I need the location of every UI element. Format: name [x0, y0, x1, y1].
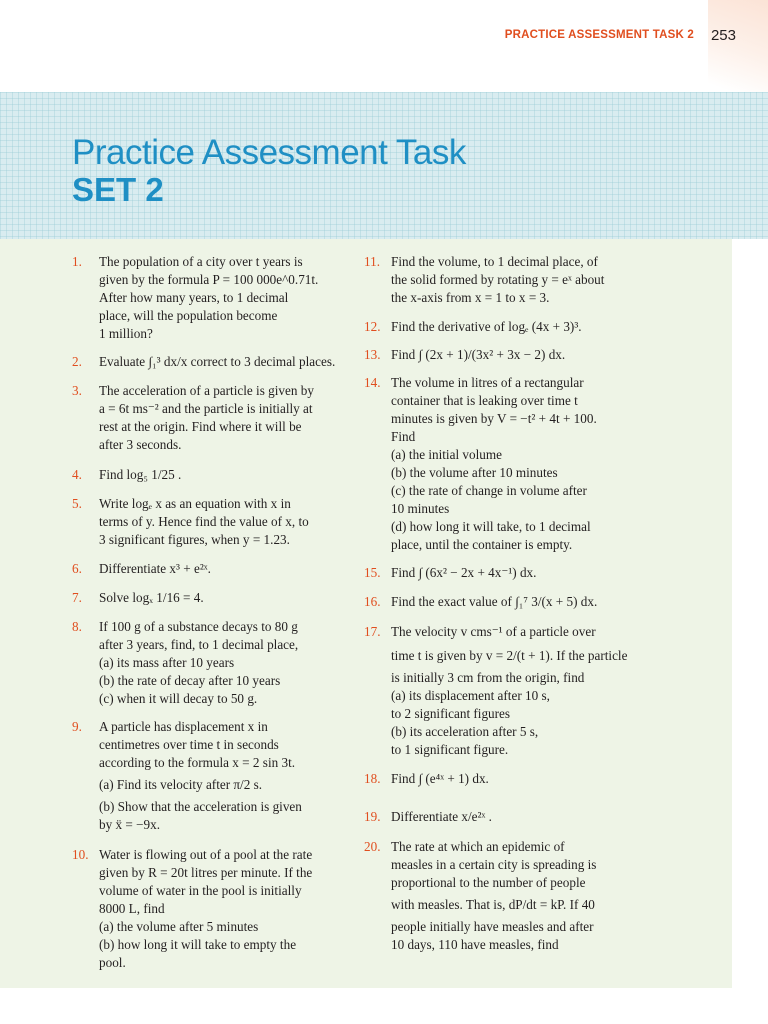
question-line: (b) the rate of decay after 10 years — [99, 673, 281, 688]
question-number: 13. — [364, 347, 381, 362]
question-number: 5. — [72, 496, 82, 511]
question-line: The acceleration of a particle is given by — [99, 383, 314, 398]
question-number: 16. — [364, 594, 381, 609]
question-number: 14. — [364, 375, 381, 390]
question-line: (c) the rate of change in volume after — [391, 483, 587, 498]
question-text — [391, 374, 628, 554]
question-5 — [72, 495, 357, 549]
question-text — [391, 318, 628, 336]
running-head-title: PRACTICE ASSESSMENT TASK 2 — [504, 29, 694, 41]
question-text — [99, 353, 357, 371]
question-text — [99, 846, 357, 972]
question-line: (a) its displacement after 10 s, — [391, 688, 550, 703]
question-line: (d) how long it will take, to 1 decimal — [391, 519, 591, 534]
question-line: given by the formula P = 100 000e^0.71t. — [99, 272, 319, 287]
question-18 — [364, 770, 628, 788]
question-19 — [364, 808, 628, 826]
question-text — [99, 382, 357, 454]
question-1 — [72, 253, 357, 343]
question-line: minutes is given by V = −t² + 4t + 100. — [391, 411, 597, 426]
question-3 — [72, 382, 357, 454]
question-number: 3. — [72, 383, 82, 398]
question-line: (c) when it will decay to 50 g. — [99, 691, 258, 706]
question-15 — [364, 564, 628, 582]
question-8 — [72, 618, 357, 708]
question-11 — [364, 253, 628, 307]
question-16 — [364, 593, 628, 611]
question-line: (a) its mass after 10 years — [99, 655, 235, 670]
question-number: 4. — [72, 467, 82, 482]
question-line: 10 minutes — [391, 501, 450, 516]
question-text — [99, 253, 357, 343]
question-text — [391, 346, 628, 364]
question-text — [391, 564, 628, 582]
question-line: 3 significant figures, when y = 1.23. — [99, 532, 290, 547]
question-line: place, until the container is empty. — [391, 537, 573, 552]
question-line: a = 6t ms⁻² and the particle is initially at — [99, 401, 313, 416]
question-line: after 3 years, find, to 1 decimal place, — [99, 637, 299, 652]
question-line: The volume in litres of a rectangular — [391, 375, 584, 390]
question-17 — [364, 623, 628, 759]
question-line: (a) the initial volume — [391, 447, 502, 462]
question-number: 2. — [72, 354, 82, 369]
question-number: 8. — [72, 619, 82, 634]
question-line: according to the formula x = 2 sin 3t. — [99, 755, 296, 770]
question-text — [99, 618, 357, 708]
question-line: the solid formed by rotating y = eˣ about — [391, 272, 605, 287]
question-line: 8000 L, find — [99, 901, 165, 916]
question-line: time t is given by v = 2/(t + 1). If the particle — [391, 648, 628, 663]
question-line: (a) Find its velocity after π/2 s. — [99, 777, 263, 792]
page-title: Practice Assessment Task — [72, 133, 466, 172]
question-number: 18. — [364, 771, 381, 786]
question-line: 1 million? — [99, 326, 153, 341]
question-text — [391, 808, 628, 826]
question-2 — [72, 353, 357, 371]
question-number: 6. — [72, 561, 82, 576]
page-subtitle: SET 2 — [72, 171, 164, 208]
question-line: volume of water in the pool is initially — [99, 883, 302, 898]
question-line: Find the derivative of logₑ (4x + 3)³. — [391, 319, 582, 334]
question-line: 10 days, 110 have measles, find — [391, 937, 559, 952]
question-text — [391, 623, 628, 759]
question-line: place, will the population become — [99, 308, 278, 323]
question-12 — [364, 318, 628, 336]
question-line: the x-axis from x = 1 to x = 3. — [391, 290, 550, 305]
question-line: container that is leaking over time t — [391, 393, 578, 408]
question-text — [391, 838, 628, 954]
question-6 — [72, 560, 357, 578]
question-line: If 100 g of a substance decays to 80 g — [99, 619, 298, 634]
question-number: 9. — [72, 719, 82, 734]
question-line: Differentiate x/e²ˣ . — [391, 809, 492, 824]
question-line: Write logₑ x as an equation with x in — [99, 496, 291, 511]
question-line: Find the exact value of ∫₁⁷ 3/(x + 5) dx. — [391, 594, 598, 609]
question-line: After how many years, to 1 decimal — [99, 290, 289, 305]
question-line: terms of y. Hence find the value of x, to — [99, 514, 309, 529]
question-10 — [72, 846, 357, 972]
question-line: Evaluate ∫₁³ dx/x correct to 3 decimal places. — [99, 354, 336, 369]
question-text — [391, 593, 628, 611]
question-line: Find — [391, 429, 416, 444]
question-line: centimetres over time t in seconds — [99, 737, 279, 752]
question-line: Find the volume, to 1 decimal place, of — [391, 254, 598, 269]
question-line: Find ∫ (e⁴ˣ + 1) dx. — [391, 771, 489, 786]
question-line: Solve logₓ 1/16 = 4. — [99, 590, 204, 605]
question-text — [391, 770, 628, 788]
question-14 — [364, 374, 628, 554]
question-13 — [364, 346, 628, 364]
question-number: 15. — [364, 565, 381, 580]
question-line: proportional to the number of people — [391, 875, 586, 890]
question-4 — [72, 466, 357, 484]
question-text — [99, 718, 357, 834]
question-7 — [72, 589, 357, 607]
question-line: (b) the volume after 10 minutes — [391, 465, 558, 480]
question-number: 1. — [72, 254, 82, 269]
question-line: rest at the origin. Find where it will be — [99, 419, 302, 434]
question-line: Differentiate x³ + e²ˣ. — [99, 561, 211, 576]
question-line: Find ∫ (6x² − 2x + 4x⁻¹) dx. — [391, 565, 537, 580]
question-text — [99, 466, 357, 484]
question-line: by ẍ = −9x. — [99, 817, 161, 832]
question-line: is initially 3 cm from the origin, find — [391, 670, 585, 685]
question-20 — [364, 838, 628, 954]
question-line: The rate at which an epidemic of — [391, 839, 565, 854]
question-line: (b) how long it will take to empty the — [99, 937, 297, 952]
question-number: 12. — [364, 319, 381, 334]
question-number: 7. — [72, 590, 82, 605]
question-number: 10. — [72, 847, 89, 862]
question-line: (a) the volume after 5 minutes — [99, 919, 259, 934]
question-number: 11. — [364, 254, 380, 269]
page-number: 253 — [710, 26, 736, 44]
running-head — [505, 25, 736, 45]
question-line: A particle has displacement x in — [99, 719, 268, 734]
question-line: Find ∫ (2x + 1)/(3x² + 3x − 2) dx. — [391, 347, 566, 362]
question-text — [391, 253, 628, 307]
question-text — [99, 495, 357, 549]
question-text — [99, 589, 357, 607]
question-text — [99, 560, 357, 578]
question-line: pool. — [99, 955, 126, 970]
question-line: Water is flowing out of a pool at the rate — [99, 847, 313, 862]
question-line: people initially have measles and after — [391, 919, 594, 934]
question-line: (b) its acceleration after 5 s, — [391, 724, 539, 739]
question-line: (b) Show that the acceleration is given — [99, 799, 302, 814]
question-line: Find log₅ 1/25 . — [99, 467, 182, 482]
question-9 — [72, 718, 357, 834]
question-number: 20. — [364, 839, 381, 854]
question-line: measles in a certain city is spreading is — [391, 857, 597, 872]
question-line: given by R = 20t litres per minute. If the — [99, 865, 313, 880]
question-line: to 1 significant figure. — [391, 742, 509, 757]
question-line: after 3 seconds. — [99, 437, 182, 452]
question-number: 19. — [364, 809, 381, 824]
question-line: The velocity v cms⁻¹ of a particle over — [391, 624, 596, 639]
question-number: 17. — [364, 624, 381, 639]
question-line: The population of a city over t years is — [99, 254, 303, 269]
question-line: to 2 significant figures — [391, 706, 511, 721]
question-line: with measles. That is, dP/dt = kP. If 40 — [391, 897, 595, 912]
